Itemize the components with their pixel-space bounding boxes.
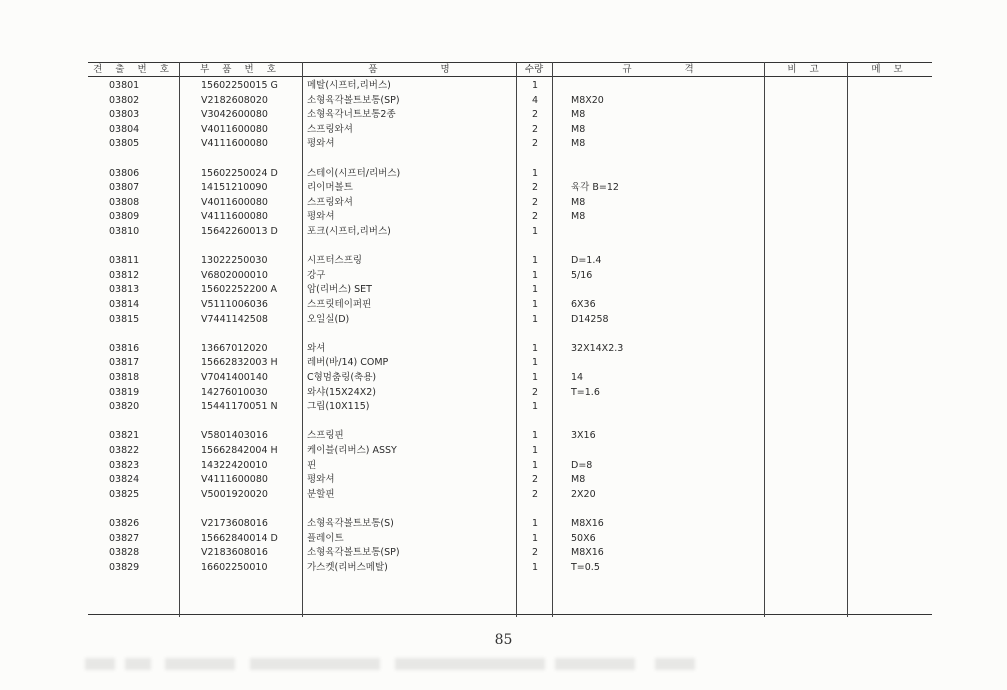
quantity: 1	[531, 357, 539, 369]
header-index-no: 견 출 번 호	[93, 64, 174, 75]
specification: M8	[571, 138, 586, 150]
quantity: 2	[531, 547, 539, 559]
index-number: 03809	[109, 211, 140, 223]
quantity: 1	[531, 401, 539, 413]
quantity: 2	[531, 196, 539, 208]
part-number: V4011600080	[201, 123, 268, 135]
index-number: 03824	[109, 474, 140, 486]
part-number: V2183608016	[201, 547, 268, 559]
part-number: V4111600080	[201, 474, 268, 486]
specification: M8	[571, 474, 586, 486]
specification: 육각 B=12	[571, 182, 619, 194]
index-number: 03813	[109, 284, 140, 296]
table-row	[88, 459, 932, 473]
part-number: 15662842004 H	[201, 445, 278, 456]
header-remarks: 비 고	[787, 64, 824, 75]
page-number: 85	[494, 632, 513, 648]
specification: D=1.4	[571, 255, 602, 267]
quantity: 2	[531, 386, 539, 398]
index-number: 03803	[109, 109, 140, 121]
index-number: 03820	[109, 401, 140, 413]
header-part-no: 부 품 번 호	[200, 64, 281, 75]
index-number: 03815	[109, 313, 140, 325]
table-row	[88, 488, 932, 502]
index-number: 03814	[109, 299, 140, 310]
part-number: V2182608020	[201, 94, 268, 106]
index-number: 03822	[109, 445, 140, 456]
part-number: 15602252200 A	[201, 284, 278, 296]
specification: 50X6	[571, 532, 596, 544]
specification: 5/16	[571, 269, 593, 281]
part-name: 플레이트	[307, 532, 344, 544]
quantity: 2	[531, 488, 539, 500]
index-number: 03801	[109, 80, 140, 91]
quantity: 1	[531, 226, 539, 237]
table-row	[88, 181, 932, 195]
specification: D14258	[571, 313, 609, 325]
quantity: 2	[531, 182, 539, 194]
table-row	[88, 546, 932, 560]
part-name: 평와셔	[307, 138, 335, 150]
index-number: 03825	[109, 488, 140, 500]
index-number: 03807	[109, 182, 140, 194]
part-name: 스프링와셔	[307, 123, 353, 135]
table-row	[88, 371, 932, 385]
part-number: V4111600080	[201, 138, 268, 150]
index-number: 03827	[109, 532, 140, 544]
part-name: 소형육각너트보통2종	[307, 109, 396, 121]
quantity: 1	[531, 80, 539, 91]
index-number: 03812	[109, 269, 140, 281]
part-number: 14276010030	[201, 386, 268, 398]
part-number: V6802000010	[201, 269, 268, 281]
table-row	[88, 196, 932, 210]
header-quantity: 수량	[524, 64, 544, 75]
quantity: 1	[531, 518, 539, 529]
header-part-name-text: 품 명	[368, 64, 450, 75]
index-number: 03818	[109, 372, 140, 383]
part-name: 평와셔	[307, 211, 335, 223]
part-number: 15602250015 G	[201, 80, 278, 91]
index-number: 03804	[109, 123, 140, 135]
quantity: 1	[531, 459, 539, 471]
table-row	[88, 94, 932, 108]
table-row	[88, 386, 932, 400]
part-name: C형멈춤링(축용)	[307, 372, 377, 383]
quantity: 4	[531, 94, 539, 106]
header-memo: 메 모	[871, 64, 908, 75]
part-number: V2173608016	[201, 518, 268, 529]
part-name: 스프릿테이퍼핀	[307, 299, 372, 310]
part-name: 포크(시프터,리버스)	[307, 226, 391, 237]
part-number: 15662840014 D	[201, 532, 278, 544]
index-number: 03805	[109, 138, 140, 150]
part-number: V4111600080	[201, 211, 268, 223]
specification: M8X16	[571, 518, 604, 529]
quantity: 1	[531, 299, 539, 310]
part-number: 13667012020	[201, 342, 268, 354]
quantity: 2	[531, 138, 539, 150]
specification: M8	[571, 196, 586, 208]
index-number: 03817	[109, 357, 140, 369]
table-row	[88, 167, 932, 181]
table-row	[88, 444, 932, 458]
part-name: 케이블(리버스) ASSY	[307, 445, 397, 456]
index-number: 03806	[109, 167, 140, 179]
table-row	[88, 225, 932, 239]
part-number: V5001920020	[201, 488, 268, 500]
index-number: 03819	[109, 386, 140, 398]
index-number: 03810	[109, 226, 140, 237]
part-number: V3042600080	[201, 109, 268, 121]
specification: 6X36	[571, 299, 596, 310]
specification: 2X20	[571, 488, 596, 500]
table-row	[88, 473, 932, 487]
part-number: 15662832003 H	[201, 357, 278, 369]
quantity: 1	[531, 167, 539, 179]
part-name: 스프링핀	[307, 430, 344, 442]
header-spec	[552, 63, 764, 77]
part-name: 메탈(시프터,리버스)	[307, 80, 391, 91]
part-number: V7441142508	[201, 313, 268, 325]
part-name: 그립(10X115)	[307, 401, 370, 413]
index-number: 03808	[109, 196, 140, 208]
table-row	[88, 108, 932, 122]
part-number: 14322420010	[201, 459, 268, 471]
index-number: 03811	[109, 255, 140, 267]
specification: M8	[571, 123, 586, 135]
quantity: 1	[531, 372, 539, 383]
part-number: 15441170051 N	[201, 401, 278, 413]
part-number: V5801403016	[201, 430, 268, 442]
part-number: V7041400140	[201, 372, 268, 383]
part-number: V4011600080	[201, 196, 268, 208]
index-number: 03823	[109, 459, 140, 471]
quantity: 2	[531, 123, 539, 135]
part-number: 13022250030	[201, 255, 268, 267]
specification: T=0.5	[571, 561, 600, 573]
index-number: 03829	[109, 561, 140, 573]
part-name: 오일실(D)	[307, 313, 350, 325]
table-row	[88, 79, 932, 93]
quantity: 1	[531, 269, 539, 281]
part-name: 소형육각볼트보통(SP)	[307, 94, 400, 106]
part-name: 레버(바/14) COMP	[307, 357, 389, 369]
part-name: 스테이(시프터/리버스)	[307, 167, 401, 179]
table-row	[88, 342, 932, 356]
quantity: 1	[531, 255, 539, 267]
table-row	[88, 313, 932, 327]
quantity: 1	[531, 445, 539, 456]
part-number: V5111006036	[201, 299, 268, 310]
part-name: 스프링와셔	[307, 196, 353, 208]
quantity: 1	[531, 561, 539, 573]
table-row	[88, 254, 932, 268]
part-name: 리이머볼트	[307, 182, 353, 194]
table-row	[88, 356, 932, 370]
part-name: 소형육각볼트보통(S)	[307, 518, 394, 529]
bleed-through-shadow	[85, 652, 705, 678]
specification: 14	[571, 372, 584, 383]
header-part-name	[302, 63, 516, 77]
specification: M8X20	[571, 94, 604, 106]
part-name: 평와셔	[307, 474, 335, 486]
index-number: 03826	[109, 518, 140, 529]
quantity: 1	[531, 430, 539, 442]
table-row	[88, 517, 932, 531]
quantity: 1	[531, 342, 539, 354]
part-name: 시프터스프링	[307, 255, 363, 267]
part-name: 가스켓(리버스메탈)	[307, 561, 388, 573]
quantity: 2	[531, 474, 539, 486]
quantity: 2	[531, 211, 539, 223]
table-row	[88, 269, 932, 283]
specification: D=8	[571, 459, 593, 471]
specification: T=1.6	[571, 386, 600, 398]
part-name: 핀	[307, 459, 317, 471]
table-row	[88, 429, 932, 443]
specification: M8	[571, 211, 586, 223]
table-row	[88, 561, 932, 575]
index-number: 03816	[109, 342, 140, 354]
index-number: 03802	[109, 94, 140, 106]
part-name: 와셔	[307, 342, 326, 354]
index-number: 03828	[109, 547, 140, 559]
part-name: 와샤(15X24X2)	[307, 386, 377, 398]
specification: 3X16	[571, 430, 596, 442]
table-row	[88, 210, 932, 224]
part-name: 분할핀	[307, 488, 335, 500]
table-row	[88, 400, 932, 414]
part-number: 14151210090	[201, 182, 268, 194]
part-number: 15602250024 D	[201, 167, 278, 179]
quantity: 1	[531, 313, 539, 325]
quantity: 1	[531, 532, 539, 544]
table-row	[88, 298, 932, 312]
quantity: 1	[531, 284, 539, 296]
part-name: 암(리버스) SET	[307, 284, 372, 296]
specification: M8	[571, 109, 586, 121]
part-name: 소형육각볼트보통(SP)	[307, 547, 400, 559]
part-name: 강구	[307, 269, 326, 281]
parts-table	[88, 62, 932, 617]
table-row	[88, 283, 932, 297]
part-number: 16602250010	[201, 561, 268, 573]
table-row	[88, 123, 932, 137]
index-number: 03821	[109, 430, 140, 442]
table-row	[88, 532, 932, 546]
part-number: 15642260013 D	[201, 226, 278, 237]
quantity: 2	[531, 109, 539, 121]
specification: M8X16	[571, 547, 604, 559]
header-spec-text: 규 격	[622, 64, 694, 75]
table-row	[88, 137, 932, 151]
specification: 32X14X2.3	[571, 342, 624, 354]
table-bottom-rule	[88, 614, 932, 615]
